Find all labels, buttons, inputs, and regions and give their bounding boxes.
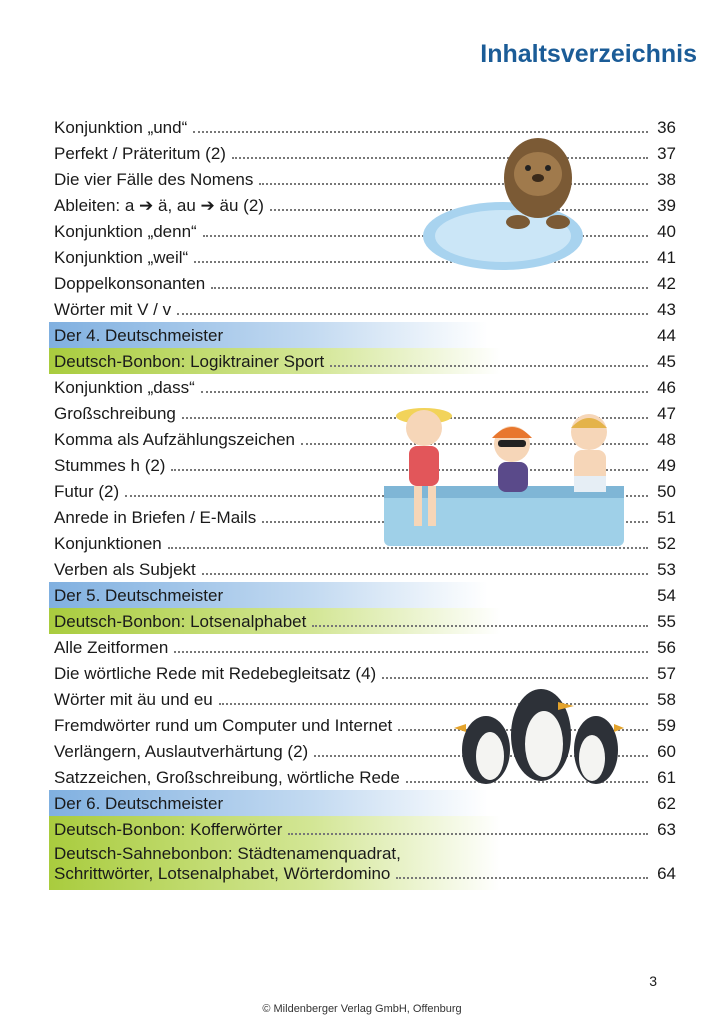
toc-page-number: 39 <box>657 196 676 215</box>
toc-entry-title: Deutsch-Bonbon: Kofferwörter <box>54 820 283 839</box>
toc-page-number: 45 <box>657 352 676 371</box>
dot-leader <box>177 313 648 315</box>
toc-row-deutschmeister <box>49 322 676 348</box>
toc-page-number: 42 <box>657 274 676 293</box>
toc-entry-title: Der 4. Deutschmeister <box>54 326 224 345</box>
toc-entry-title: Verlängern, Auslautverhärtung (2) <box>54 742 309 761</box>
dot-leader <box>211 287 648 289</box>
toc-entry-title: Deutsch-Bonbon: Lotsenalphabet <box>54 612 307 631</box>
toc-page-number: 50 <box>657 482 676 501</box>
toc-entry-title: Anrede in Briefen / E-Mails <box>54 508 257 527</box>
toc-page-number: 48 <box>657 430 676 449</box>
toc-row <box>49 374 676 400</box>
toc-row <box>49 556 676 582</box>
toc-entry-title: Die vier Fälle des Nomens <box>54 170 254 189</box>
toc-entry-title: Komma als Aufzählungszeichen <box>54 430 295 449</box>
otter-illustration <box>418 138 588 278</box>
toc-page-number: 63 <box>657 820 676 839</box>
toc-page-number: 53 <box>657 560 676 579</box>
toc-entry-title: Perfekt / Präteritum (2) <box>54 144 226 163</box>
dot-leader <box>202 573 648 575</box>
toc-entry-title: Alle Zeitformen <box>54 638 169 657</box>
toc-entry-title: Wörter mit V / v <box>54 300 172 319</box>
toc-page-number: 52 <box>657 534 676 553</box>
toc-entry-title: Der 5. Deutschmeister <box>54 586 224 605</box>
dot-leader <box>201 391 648 393</box>
toc-row-bonbon <box>49 348 676 374</box>
toc-page-number: 37 <box>657 144 676 163</box>
toc-row-bonbon <box>49 608 676 634</box>
toc-row <box>49 296 676 322</box>
toc-page-number: 47 <box>657 404 676 423</box>
dot-leader <box>382 677 648 679</box>
toc-entry-title-line2: Schrittwörter, Lotsenalphabet, Wörterdomino <box>54 864 391 883</box>
toc-page-number: 64 <box>657 864 676 883</box>
toc-page-number: 46 <box>657 378 676 397</box>
page-title: Inhaltsverzeichnis <box>480 40 697 68</box>
toc-entry-title: Konjunktion „dass“ <box>54 378 195 397</box>
toc-page-number: 44 <box>657 326 676 345</box>
dot-leader <box>288 833 648 835</box>
toc-page-number: 61 <box>657 768 676 787</box>
toc-page-number: 51 <box>657 508 676 527</box>
toc-page-number: 43 <box>657 300 676 319</box>
toc-entry-title: Deutsch-Bonbon: Logiktrainer Sport <box>54 352 325 371</box>
penguins-illustration <box>446 680 626 790</box>
toc-page-number: 41 <box>657 248 676 267</box>
toc-row-deutschmeister <box>49 582 676 608</box>
toc-entry-title: Wörter mit äu und eu <box>54 690 213 709</box>
toc-entry-title: Doppelkonsonanten <box>54 274 206 293</box>
toc-entry-title: Verben als Subjekt <box>54 560 196 579</box>
toc-entry-title: Die wörtliche Rede mit Redebegleitsatz (4) <box>54 664 377 683</box>
copyright-notice: © Mildenberger Verlag GmbH, Offenburg <box>262 1003 462 1015</box>
toc-entry-title: Konjunktion „weil“ <box>54 248 189 267</box>
dot-leader <box>174 651 648 653</box>
toc-page-number: 62 <box>657 794 676 813</box>
children-illustration <box>384 398 624 558</box>
toc-entry-title: Konjunktion „und“ <box>54 118 188 137</box>
toc-page-number: 49 <box>657 456 676 475</box>
toc-entry-title-line1: Deutsch-Sahnebonbon: Städtenamenquadrat, <box>54 844 401 863</box>
dot-leader <box>330 365 648 367</box>
toc-page-number: 38 <box>657 170 676 189</box>
toc-page-number: 57 <box>657 664 676 683</box>
toc-page-number: 58 <box>657 690 676 709</box>
toc-entry-line2 <box>49 864 676 884</box>
toc-entry-title: Stummes h (2) <box>54 456 166 475</box>
toc-entry-title: Satzzeichen, Großschreibung, wörtliche Rede <box>54 768 400 787</box>
toc-entry-title: Ableiten: a ➔ ä, au ➔ äu (2) <box>54 196 264 215</box>
toc-row-sahnebonbon <box>49 842 676 890</box>
dot-leader <box>312 625 648 627</box>
toc-row <box>49 114 676 140</box>
toc-entry-title: Konjunktion „denn“ <box>54 222 197 241</box>
toc-page-number: 36 <box>657 118 676 137</box>
dot-leader <box>396 877 648 879</box>
toc-entry-title: Fremdwörter rund um Computer und Internet <box>54 716 393 735</box>
toc-page-number: 55 <box>657 612 676 631</box>
toc-page-number: 59 <box>657 716 676 735</box>
page-number: 3 <box>649 973 657 989</box>
toc-row-bonbon <box>49 816 676 842</box>
toc-page-number: 40 <box>657 222 676 241</box>
toc-entry-title: Großschreibung <box>54 404 176 423</box>
toc-row <box>49 634 676 660</box>
toc-page-number: 54 <box>657 586 676 605</box>
toc-entry-title: Konjunktionen <box>54 534 162 553</box>
toc-page-number: 56 <box>657 638 676 657</box>
dot-leader <box>193 131 648 133</box>
toc-entry-title: Futur (2) <box>54 482 120 501</box>
toc-row-deutschmeister <box>49 790 676 816</box>
toc-entry-title: Der 6. Deutschmeister <box>54 794 224 813</box>
toc-page-number: 60 <box>657 742 676 761</box>
